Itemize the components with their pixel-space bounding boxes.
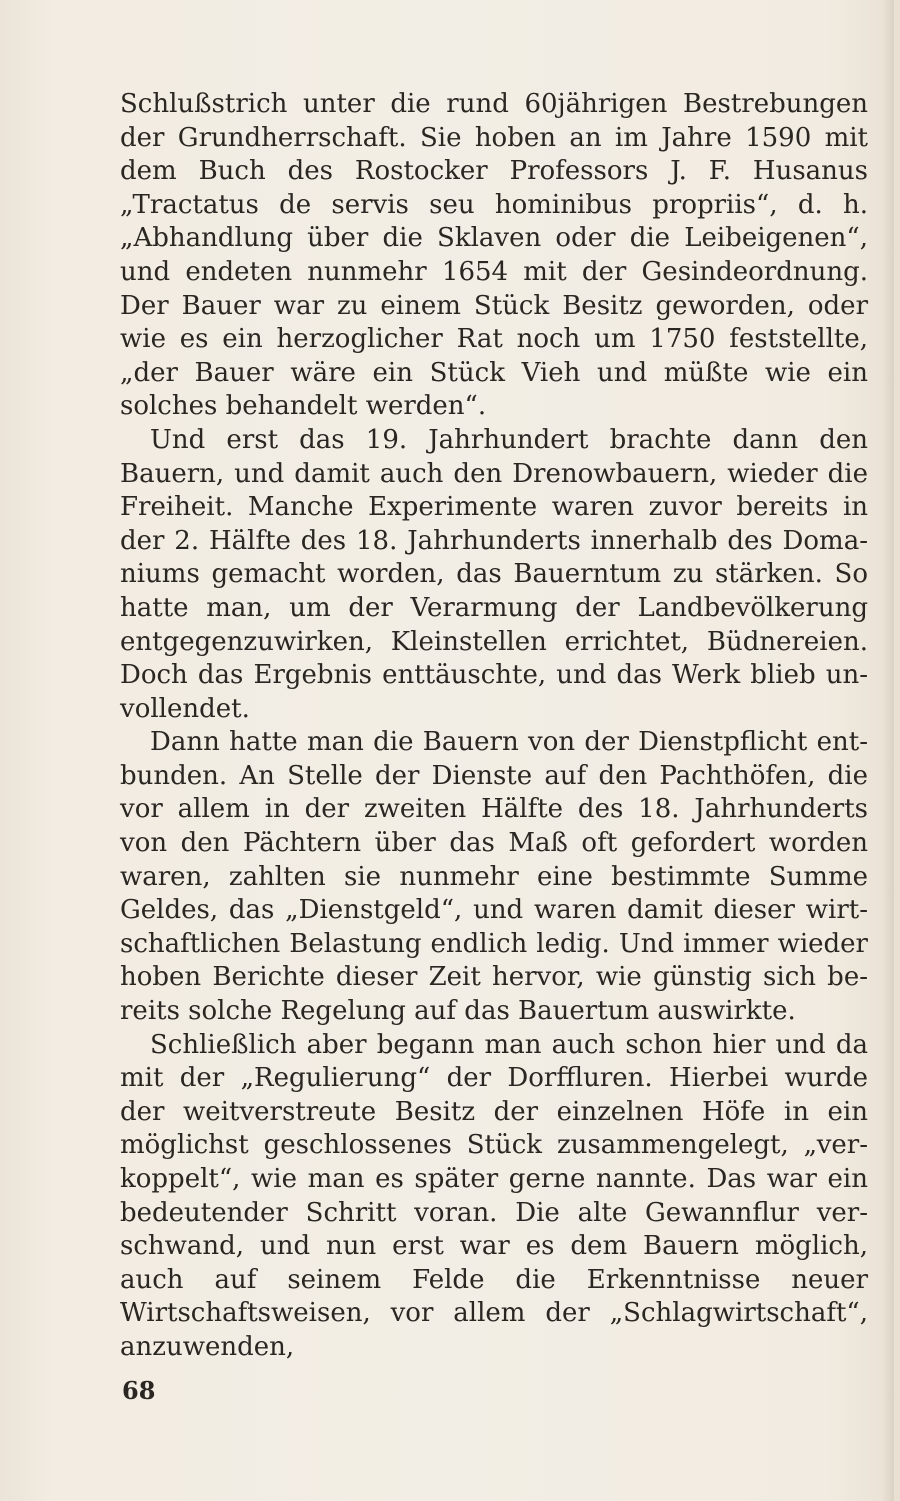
paragraph-2: Und erst das 19. Jahrhundert brachte dann den Bauern, und damit auch den Drenowbauern, wieder die Freiheit. Manche Experimente waren zuvor bereits in der 2. Hälfte des 18. Jahrhunderts innerhalb des Domaniums gemacht worden, das Bauerntum zu stärken. So hatte man, um der Verarmung der Landbevölkerung entgegenzuwirken, Kleinstellen errichtet, Büdnereien. Doch das Ergebnis enttäuschte, und das Werk blieb unvollendet. <box>120 424 868 724</box>
paragraph-4: Schließlich aber begann man auch schon hier und da mit der „Regulierung“ der Dorffluren. Hierbei wurde der weitverstreute Besitz der einzelnen Höfe in ein möglichst geschlossenes Stück zusammengelegt, „verkoppelt“, wie man es später gerne nannte. Das war ein bedeutender Schritt voran. Die alte Gewannflur verschwand, und nun erst war es dem Bauern möglich, auch auf seinem Felde die Erkenntnisse neuer Wirtschaftsweisen, vor allem der „Schlagwirtschaft“, anzuwenden, <box>120 1029 868 1362</box>
page-number: 68 <box>122 1376 156 1405</box>
paragraph-1: Schlußstrich unter die rund 60jährigen Bestrebungen der Grundherrschaft. Sie hoben an im Jahre 1590 mit dem Buch des Rostocker Professors J. F. Husanus „Tractatus de servis seu hominibus propriis“, d. h. „Abhandlung über die Sklaven oder die Leibeigenen“, und endeten nunmehr 1654 mit der Gesindeordnung. Der Bauer war zu einem Stück Besitz geworden, oder wie es ein herzoglicher Rat noch um 1750 feststellte, „der Bauer wäre ein Stück Vieh und müßte wie ein solches behandelt werden“. <box>120 89 868 422</box>
paragraph-3: Dann hatte man die Bauern von der Dienstpflicht entbunden. An Stelle der Dienste auf den Pachthöfen, die vor allem in der zweiten Hälfte des 18. Jahrhunderts von den Pächtern über das Maß oft gefordert worden waren, zahlten sie nunmehr eine bestimmte Summe Geldes, das „Dienstgeld“, und waren damit dieser wirtschaftlichen Belastung endlich ledig. Und immer wieder hoben Berichte dieser Zeit hervor, wie günstig sich bereits solche Regelung auf das Bauertum auswirkte. <box>120 727 868 1027</box>
body-text <box>120 88 868 1365</box>
